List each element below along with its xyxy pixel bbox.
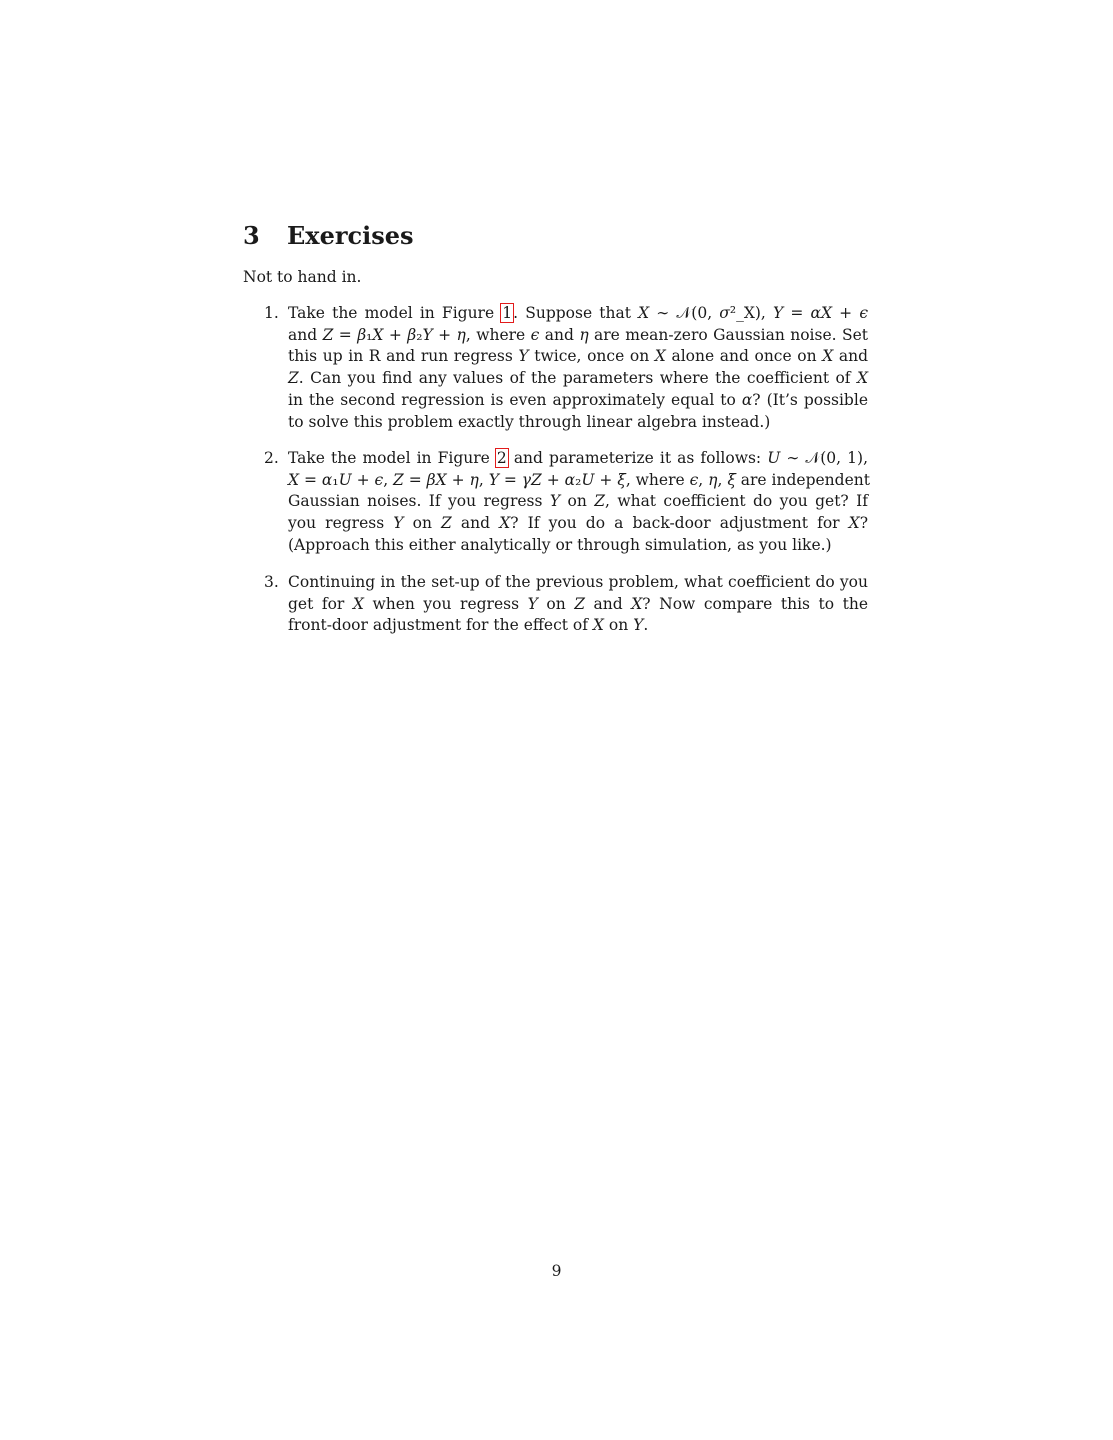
figure-ref-link[interactable]: 2 xyxy=(496,449,507,467)
exercise-line: you regress Y on Z and X? If you do a back-door adjustment for X? xyxy=(288,514,869,533)
exercise-number: 2. xyxy=(264,449,279,467)
exercise-line: front-door adjustment for the effect of X on Y. xyxy=(288,616,649,635)
exercise-line: Take the model in Figure 1. Suppose that X ∼ 𝒩(0, σ²_X), Y = αX + ϵ xyxy=(288,304,868,322)
exercise-line: X = α₁U + ϵ, Z = βX + η, Y = γZ + α₂U + ξ, where ϵ, η, ξ are independent xyxy=(288,470,870,489)
exercise-line: in the second regression is even approximately equal to α? (It’s possible xyxy=(288,390,868,409)
page-number: 9 xyxy=(551,1262,562,1280)
section-title: Exercises xyxy=(287,221,414,250)
exercise-line: Continuing in the set-up of the previous problem, what coefficient do you xyxy=(288,573,868,591)
exercise-number: 3. xyxy=(264,573,279,591)
exercise-line: (Approach this either analytically or through simulation, as you like.) xyxy=(288,535,832,554)
intro-text: Not to hand in. xyxy=(243,268,362,286)
exercise-line: Z. Can you find any values of the parameters where the coefficient of X xyxy=(288,369,868,388)
exercise-line: Take the model in Figure 2 and parameterize it as follows: U ∼ 𝒩(0, 1), xyxy=(288,449,868,467)
exercise-line: get for X when you regress Y on Z and X? Now compare this to the xyxy=(288,594,869,613)
section-heading xyxy=(243,220,414,252)
exercise-line: to solve this problem exactly through linear algebra instead.) xyxy=(288,412,771,431)
figure-ref-link[interactable]: 1 xyxy=(502,304,513,322)
exercise-line: Gaussian noises. If you regress Y on Z, what coefficient do you get? If xyxy=(288,492,868,511)
exercise-item-1 xyxy=(264,303,869,433)
exercise-item-2 xyxy=(264,448,870,557)
exercise-number: 1. xyxy=(264,304,279,322)
exercise-line: this up in R and run regress Y twice, once on X alone and once on X and xyxy=(288,347,869,366)
exercise-item-3 xyxy=(264,572,869,637)
section-number: 3 xyxy=(243,221,260,250)
exercise-line: and Z = β₁X + β₂Y + η, where ϵ and η are mean-zero Gaussian noise. Set xyxy=(288,325,869,344)
